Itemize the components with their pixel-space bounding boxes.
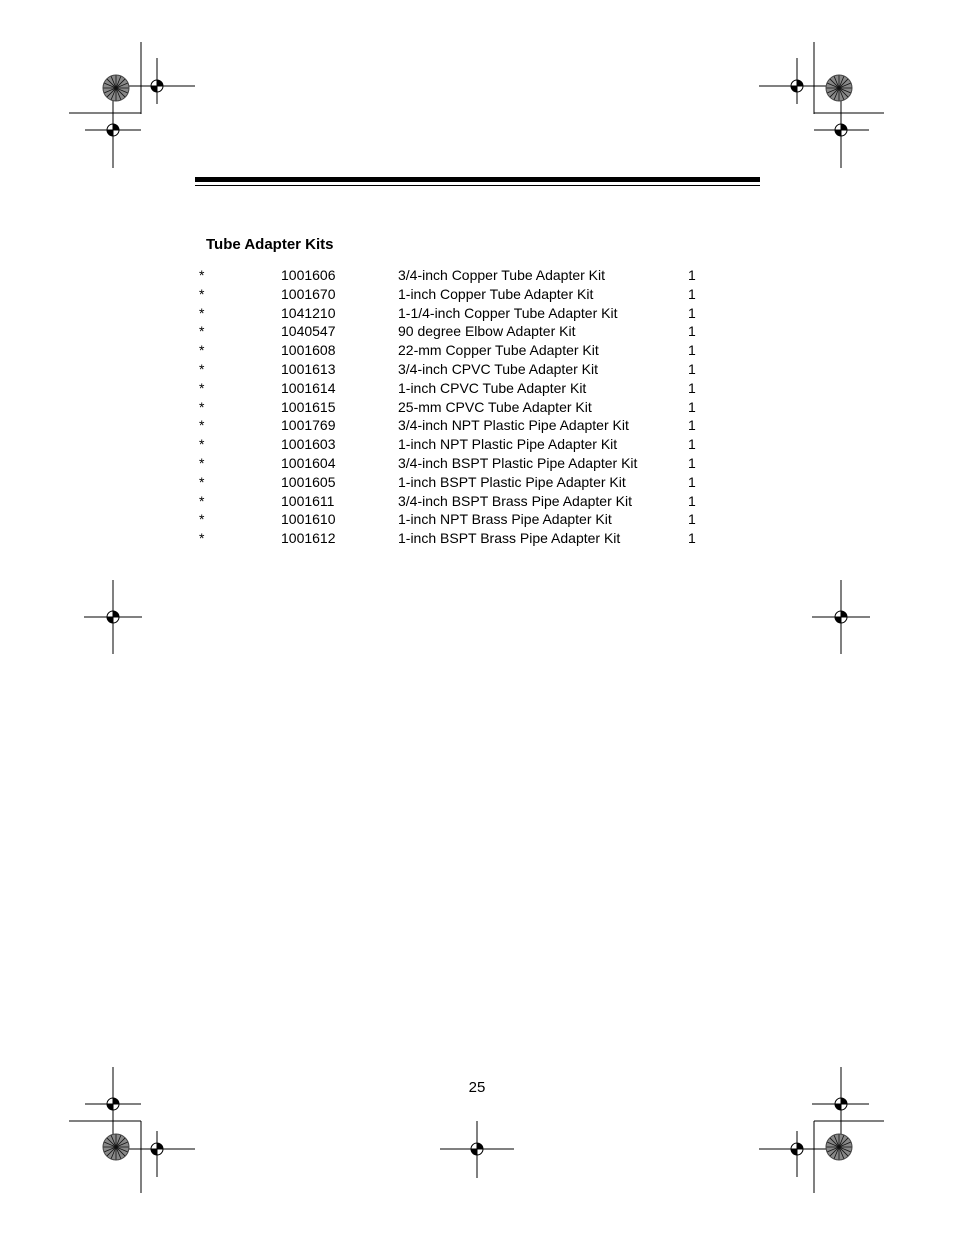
registration-crosshair-icon: [791, 1143, 803, 1155]
part-description: 3/4-inch CPVC Tube Adapter Kit: [398, 360, 598, 377]
part-quantity: 1: [688, 454, 696, 471]
registration-crosshair-icon: [107, 611, 119, 623]
part-quantity: 1: [688, 304, 696, 321]
part-marker: *: [199, 267, 205, 283]
header-rule-thin: [195, 185, 760, 186]
part-description: 1-inch BSPT Brass Pipe Adapter Kit: [398, 530, 621, 547]
part-marker: *: [199, 454, 205, 471]
page-number: 25: [468, 1079, 486, 1096]
part-number: 1001608: [281, 342, 336, 359]
part-marker: *: [199, 285, 205, 302]
parts-list: [199, 266, 719, 548]
part-quantity: 1: [688, 379, 696, 396]
part-description: 25-mm CPVC Tube Adapter Kit: [398, 398, 592, 415]
part-marker: *: [199, 398, 205, 415]
part-marker: *: [199, 436, 205, 453]
part-marker: *: [199, 492, 205, 509]
part-marker: *: [199, 473, 205, 490]
part-quantity: 1: [688, 360, 696, 377]
registration-crosshair-icon: [835, 611, 847, 623]
part-description: 1-inch Copper Tube Adapter Kit: [398, 285, 594, 302]
part-number: 1001612: [281, 530, 336, 547]
header-rule-thick: [195, 177, 760, 182]
part-quantity: 1: [688, 417, 696, 434]
crop-mark-bottom-left: [69, 1067, 195, 1193]
registration-starburst-icon: [103, 1134, 129, 1160]
part-description: 3/4-inch NPT Plastic Pipe Adapter Kit: [398, 417, 629, 434]
part-number: 1001605: [281, 473, 336, 490]
registration-crosshair-icon: [151, 80, 163, 92]
registration-crosshair-icon: [471, 1143, 483, 1155]
parts-row: [199, 510, 719, 529]
part-marker: *: [199, 417, 205, 434]
part-quantity: 1: [688, 492, 696, 509]
crop-mark-top-left: [69, 42, 195, 168]
crop-mark-top-right: [759, 42, 884, 168]
part-quantity: 1: [688, 398, 696, 415]
parts-row: [199, 285, 719, 304]
part-number: 1001670: [281, 285, 336, 302]
section-title: Tube Adapter Kits: [206, 236, 334, 253]
part-quantity: 1: [688, 473, 696, 490]
part-number: 1001615: [281, 398, 336, 415]
registration-crosshair-icon: [791, 80, 803, 92]
parts-row: [199, 529, 719, 548]
part-description: 1-inch CPVC Tube Adapter Kit: [398, 379, 587, 396]
part-description: 90 degree Elbow Adapter Kit: [398, 323, 576, 340]
parts-row: [199, 379, 719, 398]
part-quantity: 1: [688, 323, 696, 340]
registration-crosshair-icon: [835, 124, 847, 136]
part-marker: *: [199, 511, 205, 528]
part-description: 1-inch NPT Plastic Pipe Adapter Kit: [398, 436, 618, 453]
parts-row: [199, 454, 719, 473]
part-description: 1-inch BSPT Plastic Pipe Adapter Kit: [398, 473, 626, 490]
parts-row: [199, 492, 719, 511]
part-quantity: 1: [688, 342, 696, 359]
parts-row: [199, 341, 719, 360]
part-description: 22-mm Copper Tube Adapter Kit: [398, 342, 599, 359]
registration-crosshair-icon: [151, 1143, 163, 1155]
part-description: 1-1/4-inch Copper Tube Adapter Kit: [398, 304, 618, 321]
part-number: 1001611: [281, 492, 335, 509]
part-marker: *: [199, 323, 205, 340]
part-quantity: 1: [688, 285, 696, 302]
part-number: 1001613: [281, 360, 336, 377]
part-description: 3/4-inch BSPT Plastic Pipe Adapter Kit: [398, 454, 638, 471]
part-number: 1001610: [281, 511, 336, 528]
parts-row: [199, 416, 719, 435]
part-quantity: 1: [688, 267, 696, 283]
part-description: 1-inch NPT Brass Pipe Adapter Kit: [398, 511, 612, 528]
part-marker: *: [199, 342, 205, 359]
crop-mark-bottom-right: [759, 1067, 884, 1193]
registration-crosshair-icon: [107, 1098, 119, 1110]
part-number: 1001614: [281, 379, 336, 396]
parts-row: [199, 398, 719, 417]
part-marker: *: [199, 304, 205, 321]
registration-crosshair-icon: [107, 124, 119, 136]
part-number: 1001606: [281, 267, 336, 283]
registration-starburst-icon: [103, 75, 129, 101]
part-number: 1040547: [281, 323, 336, 340]
parts-row: [199, 473, 719, 492]
parts-row: [199, 304, 719, 323]
part-quantity: 1: [688, 436, 696, 453]
part-description: 3/4-inch BSPT Brass Pipe Adapter Kit: [398, 492, 632, 509]
part-marker: *: [199, 360, 205, 377]
registration-crosshair-icon: [835, 1098, 847, 1110]
registration-starburst-icon: [826, 1134, 852, 1160]
parts-row: [199, 266, 719, 285]
parts-row: [199, 435, 719, 454]
parts-row: [199, 360, 719, 379]
part-number: 1001603: [281, 436, 336, 453]
parts-row: [199, 322, 719, 341]
part-marker: *: [199, 379, 205, 396]
part-quantity: 1: [688, 530, 696, 547]
part-marker: *: [199, 530, 205, 547]
part-number: 1001769: [281, 417, 336, 434]
registration-starburst-icon: [826, 75, 852, 101]
part-description: 3/4-inch Copper Tube Adapter Kit: [398, 267, 606, 283]
part-quantity: 1: [688, 511, 696, 528]
part-number: 1001604: [281, 454, 336, 471]
part-number: 1041210: [281, 304, 336, 321]
